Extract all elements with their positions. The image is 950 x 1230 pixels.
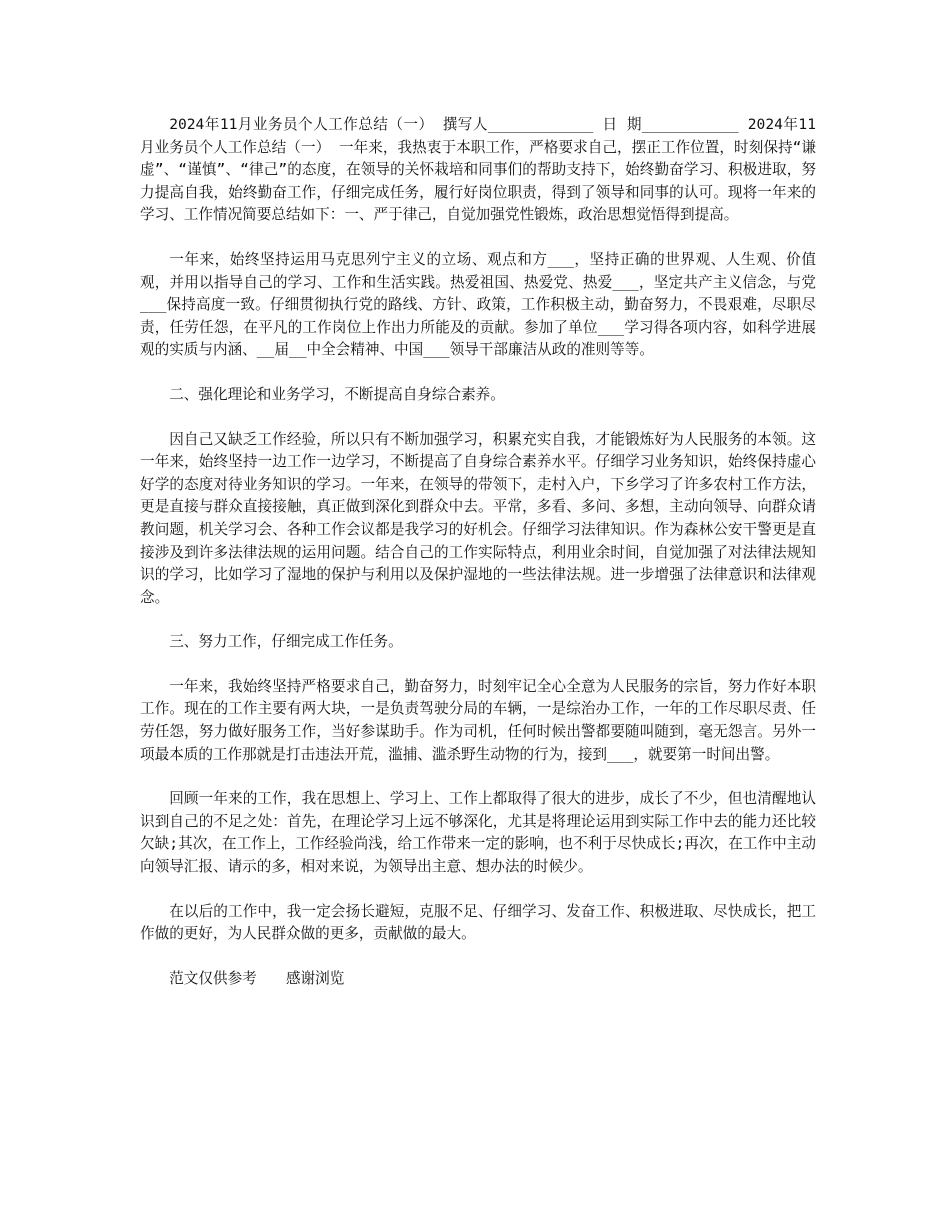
section-heading-study: 二、强化理论和业务学习，不断提高自身综合素养。 <box>169 385 505 403</box>
paragraph-study: 因自己又缺乏工作经验，所以只有不断加强学习，积累充实自我，才能锻炼好为人民服务的本领。这一年来，始终坚持一边工作一边学习，不断提高了自身综合素养水平。仔细学习业务知识，始终保持虚心好学的态度对待业务知识的学习。一年来，在领导的带领下，走村入户，下乡学习了许多农村工作方法，更是直接与群众直接接触，真正做到深化到群众中去。平常，多看、多问、多想，主动向领导、向群众请教问题，机关学习会、各种工作会议都是我学习的好机会。仔细学习法律知识。作为森林公安干警更是直接涉及到许多法律法规的运用问题。结合自己的工作实际特点，利用业余时间，自觉加强了对法律法规知识的学习，比如学习了湿地的保护与利用以及保护湿地的一些法律法规。进一步增强了法律意识和法律观念。 <box>140 430 816 606</box>
document-body <box>140 114 816 990</box>
footer-thanks-text: 感谢浏览 <box>285 969 345 987</box>
paragraph-future: 在以后的工作中，我一定会扬长避短，克服不足、仔细学习、发奋工作、积极进取、尽快成长，把工作做的更好，为人民群众做的更多，贡献做的最大。 <box>140 902 816 943</box>
section-heading-work: 三、努力工作，仔细完成工作任务。 <box>169 633 403 651</box>
footer-note <box>140 968 816 991</box>
paragraph-work: 一年来，我始终坚持严格要求自己，勤奋努力，时刻牢记全心全意为人民服务的宗旨，努力作好本职工作。现在的工作主要有两大块，一是负责驾驶分局的车辆，一是综治办工作，一年的工作尽职尽责、任劳任怨，努力做好服务工作，当好参谋助手。作为司机，任何时候出警都要随叫随到，毫无怨言。另外一项最本质的工作那就是打击违法开荒，滥捕、滥杀野生动物的行为，接到___，就要第一时间出警。 <box>140 677 816 763</box>
paragraph-political: 一年来，始终坚持运用马克思列宁主义的立场、观点和方___，坚持正确的世界观、人生观、价值观，并用以指导自己的学习、工作和生活实践。热爱祖国、热爱党、热爱___，坚定共产主义信念，与党___保持高度一致。仔细贯彻执行党的路线、方针、政策，工作积极主动，勤奋努力，不畏艰难，尽职尽责，任劳任怨，在平凡的工作岗位上作出力所能及的贡献。参加了单位___学习得各项内容，如科学进展观的实质与内涵、__届__中全会精神、中国___领导干部廉洁从政的准则等等。 <box>140 250 816 359</box>
paragraph-intro: 2024年11月业务员个人工作总结（一） 撰写人____________ 日 期___________ 2024年11月业务员个人工作总结（一） 一年来，我热衷于本职工作，严格要求自己，摆正工作位置，时刻保持“谦虚”、“谨慎”、“律己”的态度，在领导的关怀栽培和同事们的帮助支持下，始终勤奋学习、积极进取，努力提高自我，始终勤奋工作，仔细完成任务，履行好岗位职责，得到了领导和同事的认可。现将一年来的学习、工作情况简要总结如下：一、严于律己，自觉加强党性锻炼，政治思想觉悟得到提高。 <box>140 116 816 224</box>
paragraph-review: 回顾一年来的工作，我在思想上、学习上、工作上都取得了很大的进步，成长了不少，但也清醒地认识到自己的不足之处：首先，在理论学习上远不够深化，尤其是将理论运用到实际工作中去的能力还比较欠缺;其次，在工作上，工作经验尚浅，给工作带来一定的影响，也不利于尽快成长;再次，在工作中主动向领导汇报、请示的多，相对来说，为领导出主意、想办法的时候少。 <box>140 790 816 876</box>
footer-reference-text: 范文仅供参考 <box>169 969 257 987</box>
